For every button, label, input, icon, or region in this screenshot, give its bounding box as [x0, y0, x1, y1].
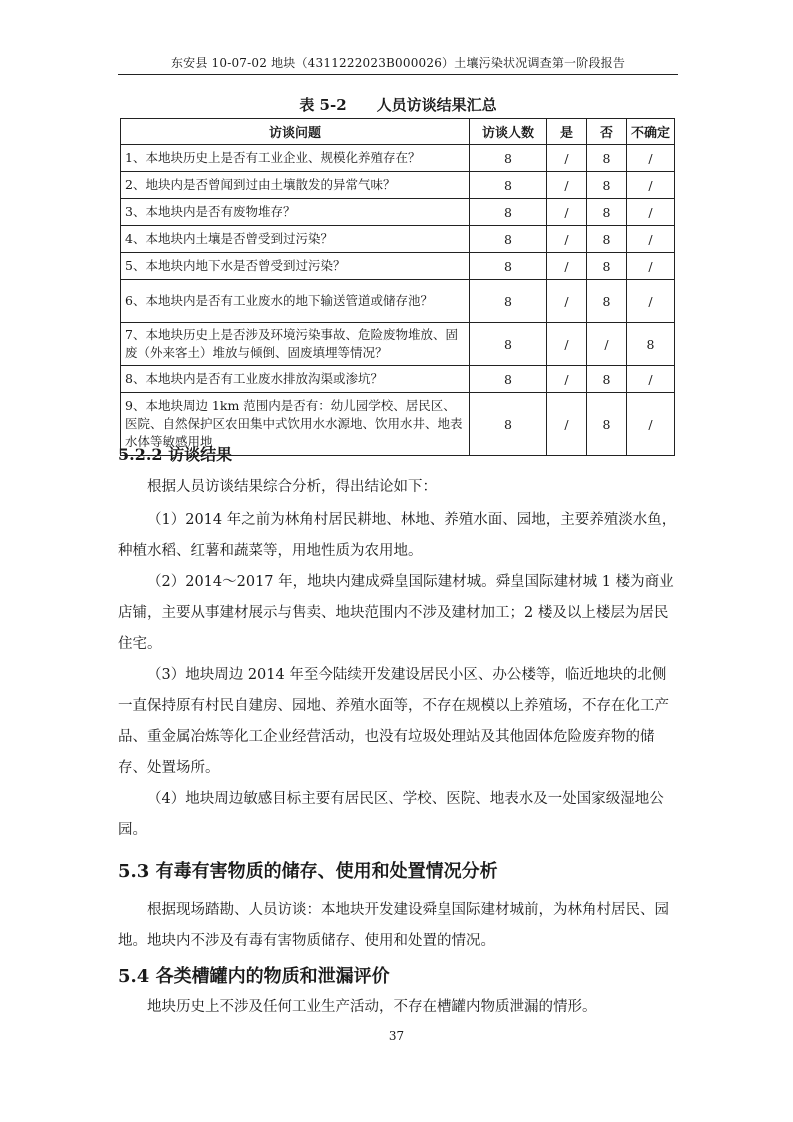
yes-cell: / — [547, 172, 587, 199]
yes-cell: / — [547, 145, 587, 172]
column-header-count: 访谈人数 — [470, 119, 547, 145]
count-cell: 8 — [470, 226, 547, 253]
yes-cell: / — [547, 366, 587, 393]
no-cell: 8 — [587, 172, 627, 199]
count-cell: 8 — [470, 172, 547, 199]
yes-cell: / — [547, 226, 587, 253]
question-cell: 5、本地块内地下水是否曾受到过污染？ — [121, 253, 470, 280]
count-cell: 8 — [470, 393, 547, 456]
count-cell: 8 — [470, 323, 547, 366]
no-cell: 8 — [587, 253, 627, 280]
question-cell: 1、本地块历史上是否有工业企业、规模化养殖存在？ — [121, 145, 470, 172]
count-cell: 8 — [470, 145, 547, 172]
yes-cell: / — [547, 280, 587, 323]
no-cell: / — [587, 323, 627, 366]
table-row — [121, 199, 675, 226]
yes-cell: / — [547, 323, 587, 366]
paragraph-5-3: 根据现场踏勘、人员访谈：本地块开发建设舜皇国际建材城前，为林角村居民、园地。地块内不涉及有毒有害物质储存、使用和处置的情况。 — [118, 902, 669, 949]
unsure-cell: / — [627, 366, 675, 393]
unsure-cell: / — [627, 253, 675, 280]
table-row — [121, 226, 675, 253]
unsure-cell: 8 — [627, 323, 675, 366]
no-cell: 8 — [587, 280, 627, 323]
unsure-cell: / — [627, 280, 675, 323]
no-cell: 8 — [587, 226, 627, 253]
column-header-yes: 是 — [547, 119, 587, 145]
table-row — [121, 172, 675, 199]
table-row — [121, 323, 675, 366]
count-cell: 8 — [470, 366, 547, 393]
paragraph-finding-2: （2）2014～2017 年，地块内建成舜皇国际建材城。舜皇国际建材城 1 楼为商业店铺，主要从事建材展示与售卖、地块范围内不涉及建材加工；2 楼及以上楼层为居民住宅。 — [118, 574, 674, 652]
yes-cell: / — [547, 253, 587, 280]
no-cell: 8 — [587, 145, 627, 172]
page-header: 东安县 10-07-02 地块（4311222023B000026）土壤污染状况调查第一阶段报告 — [170, 56, 626, 70]
paragraph-intro: 根据人员访谈结果综合分析，得出结论如下： — [147, 479, 437, 495]
paragraph-finding-3: （3）地块周边 2014 年至今陆续开发建设居民小区、办公楼等，临近地块的北侧一直保持原有村民自建房、园地、养殖水面等，不存在规模以上养殖场，不存在化工产品、重金属冶炼等化工企业经营活动，也没有垃圾处理站及其他固体危险废弃物的储存、处置场所。 — [118, 667, 669, 776]
section-heading-5-3: 5.3 有毒有害物质的储存、使用和处置情况分析 — [118, 861, 498, 882]
yes-cell: / — [547, 199, 587, 226]
no-cell: 8 — [587, 393, 627, 456]
column-header-unsure: 不确定 — [627, 119, 675, 145]
table-row — [121, 280, 675, 323]
question-cell: 4、本地块内土壤是否曾受到过污染？ — [121, 226, 470, 253]
table-row — [121, 253, 675, 280]
section-heading-5-2-2: 5.2.2 访谈结果 — [118, 445, 233, 464]
question-cell: 8、本地块内是否有工业废水排放沟渠或渗坑？ — [121, 366, 470, 393]
question-cell: 3、本地块内是否有废物堆存？ — [121, 199, 470, 226]
no-cell: 8 — [587, 199, 627, 226]
yes-cell: / — [547, 393, 587, 456]
unsure-cell: / — [627, 393, 675, 456]
table-row — [121, 145, 675, 172]
question-cell: 7、本地块历史上是否涉及环境污染事故、危险废物堆放、固废（外来客土）堆放与倾倒、固废填埋等情况？ — [121, 323, 470, 366]
table-header-row — [121, 119, 675, 145]
count-cell: 8 — [470, 199, 547, 226]
header-rule — [118, 74, 678, 75]
paragraph-5-4: 地块历史上不涉及任何工业生产活动，不存在槽罐内物质泄漏的情形。 — [147, 999, 597, 1015]
table-row — [121, 366, 675, 393]
unsure-cell: / — [627, 199, 675, 226]
count-cell: 8 — [470, 253, 547, 280]
question-cell: 2、地块内是否曾闻到过由土壤散发的异常气味？ — [121, 172, 470, 199]
paragraph-finding-1: （1）2014 年之前为林角村居民耕地、林地、养殖水面、园地，主要养殖淡水鱼，种植水稻、红薯和蔬菜等，用地性质为农用地。 — [118, 512, 677, 559]
section-heading-5-4: 5.4 各类槽罐内的物质和泄漏评价 — [118, 966, 390, 987]
question-cell: 6、本地块内是否有工业废水的地下输送管道或储存池？ — [121, 280, 470, 323]
table-caption: 表 5-2 人员访谈结果汇总 — [299, 96, 497, 114]
unsure-cell: / — [627, 145, 675, 172]
interview-results-table — [120, 118, 675, 456]
unsure-cell: / — [627, 226, 675, 253]
unsure-cell: / — [627, 172, 675, 199]
column-header-no: 否 — [587, 119, 627, 145]
question-cell: 9、本地块周边 1km 范围内是否有：幼儿园学校、居民区、医院、自然保护区农田集中式饮用水水源地、饮用水井、地表水体等敏感用地 — [121, 393, 470, 456]
page-number: 37 — [388, 1029, 405, 1043]
count-cell: 8 — [470, 280, 547, 323]
paragraph-finding-4: （4）地块周边敏感目标主要有居民区、学校、医院、地表水及一处国家级湿地公园。 — [118, 791, 664, 838]
no-cell: 8 — [587, 366, 627, 393]
column-header-question: 访谈问题 — [121, 119, 470, 145]
